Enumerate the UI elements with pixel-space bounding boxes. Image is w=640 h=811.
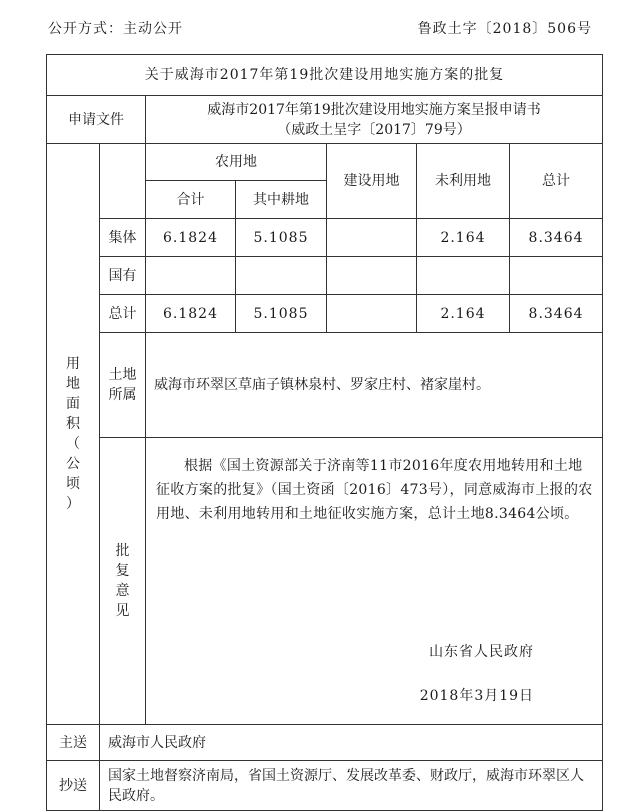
document-number: 鲁政土字〔2018〕506号 <box>417 21 592 37</box>
cc-value: 国家土地督察济南局，省国土资源厅、发展改革委、财政厅，威海市环翠区人民政府。 <box>100 761 603 811</box>
table-row <box>47 295 603 333</box>
cell-unused: 2.164 <box>417 219 510 257</box>
application-document <box>146 96 603 144</box>
approval-text: 根据《国土资源部关于济南等11市2016年度农用地转用和土地征收方案的批复》（国土资函〔2016〕473号），同意威海市上报的农用地、未利用地转用和土地征收实施方案，总计土地8.3464公顷。 <box>156 458 593 522</box>
application-title: 威海市2017年第19批次建设用地实施方案呈报申请书 <box>207 101 541 118</box>
cell-total: 8.3464 <box>510 295 603 333</box>
cell-arable <box>236 257 327 295</box>
cell-unused: 2.164 <box>417 295 510 333</box>
cell-subtotal: 6.1824 <box>146 219 236 257</box>
approval-opinion <box>146 438 603 725</box>
cell-construction <box>327 257 417 295</box>
disclosure-method: 公开方式：主动公开 <box>48 21 183 37</box>
cell-subtotal <box>146 257 236 295</box>
cell-subtotal: 6.1824 <box>146 295 236 333</box>
cell-total <box>510 257 603 295</box>
location-label: 土地 所属 <box>100 333 146 438</box>
header-total: 总计 <box>510 144 603 219</box>
header-subtotal: 合计 <box>146 181 236 219</box>
cc-label: 抄送 <box>47 761 100 811</box>
send-to-value: 威海市人民政府 <box>100 725 603 761</box>
cell-total: 8.3464 <box>510 219 603 257</box>
row-label: 集体 <box>100 219 146 257</box>
approval-form-table <box>46 54 603 811</box>
row-label: 总计 <box>100 295 146 333</box>
cell-construction <box>327 295 417 333</box>
land-location: 威海市环翠区草庙子镇林泉村、罗家庄村、褚家崖村。 <box>146 333 603 438</box>
header-construction: 建设用地 <box>327 144 417 219</box>
document-header <box>48 18 592 42</box>
area-section-label: 用 地 面 积 （ 公 顷 ） <box>47 144 100 725</box>
document-title: 关于威海市2017年第19批次建设用地实施方案的批复 <box>47 55 603 96</box>
header-farmland: 农用地 <box>146 144 327 181</box>
cell-arable: 5.1085 <box>236 295 327 333</box>
header-unused: 未利用地 <box>417 144 510 219</box>
cell-arable: 5.1085 <box>236 219 327 257</box>
header-corner-cell <box>100 144 146 219</box>
cell-construction <box>327 219 417 257</box>
send-to-label: 主送 <box>47 725 100 761</box>
row-label: 国有 <box>100 257 146 295</box>
issue-date: 2018年3月19日 <box>419 688 535 704</box>
application-number: （威政土呈字〔2017〕79号） <box>277 121 471 138</box>
application-label: 申请文件 <box>47 96 146 144</box>
table-row <box>47 219 603 257</box>
cell-unused <box>417 257 510 295</box>
header-arable: 其中耕地 <box>236 181 327 219</box>
table-row <box>47 257 603 295</box>
approval-label: 批 复 意 见 <box>100 438 146 725</box>
issuing-government: 山东省人民政府 <box>429 644 535 660</box>
